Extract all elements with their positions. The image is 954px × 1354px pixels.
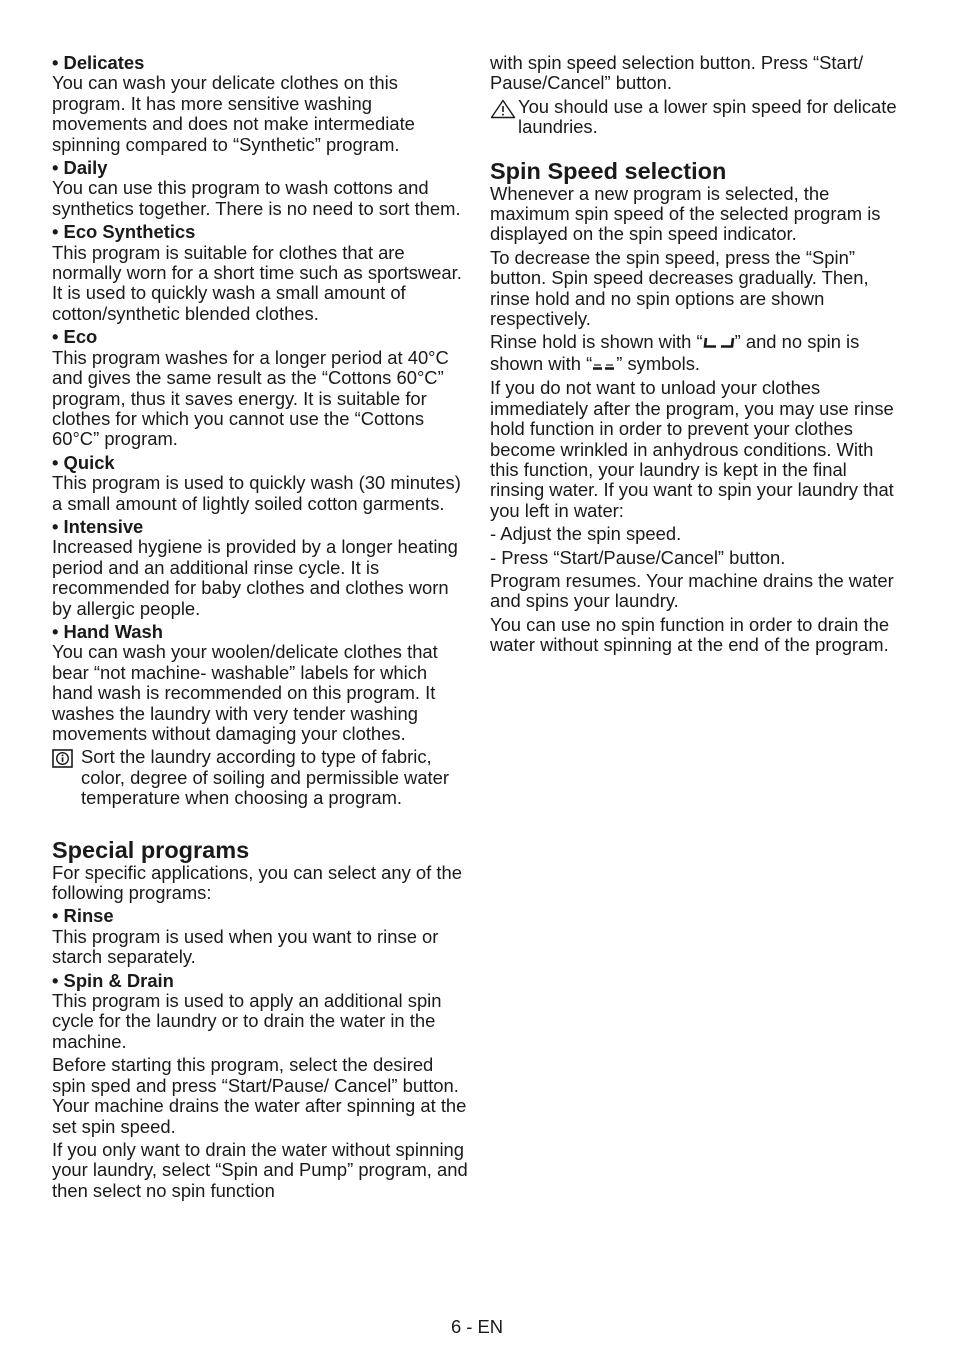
special-intro: For specific applications, you can select any of the following programs: — [52, 861, 462, 904]
daily-text: You can use this program to wash cottons and synthetics together. There is no need to sort them. — [52, 177, 461, 219]
warning-note-text: You should use a lower spin speed for delicate laundries. — [518, 95, 897, 138]
spin-drain-paragraph-1: This program is used to apply an additional spin cycle for the laundry or to drain the water in the machine. — [52, 990, 442, 1052]
eco-title: • Eco — [52, 326, 98, 348]
spin-paragraph-3-part-c: ” symbols. — [616, 352, 701, 374]
hand-wash-title: • Hand Wash — [52, 620, 163, 642]
spin-paragraph-1: Whenever a new program is selected, the maximum spin speed of the selected program is displayed on the spin speed indicator. — [490, 182, 881, 245]
warning-icon — [490, 97, 518, 124]
spin-speed-heading: Spin Speed selection — [490, 157, 727, 184]
spin-paragraph-3-part-b: ” and no spin is shown with “ — [490, 331, 860, 374]
left-column — [52, 53, 468, 1201]
warning-note — [490, 97, 906, 138]
intensive-title: • Intensive — [52, 515, 144, 537]
rinse-title: • Rinse — [52, 905, 114, 927]
spin-step-1: - Adjust the spin speed. — [490, 523, 682, 545]
spin-step-2: - Press “Start/Pause/Cancel” button. — [490, 546, 786, 568]
delicates-title: • Delicates — [52, 52, 145, 73]
info-note — [52, 747, 468, 808]
hand-wash-text: You can wash your woolen/delicate clothes that bear “not machine- washable” labels for which hand wash is recommended on this program. It washes the laundry with very tender washing movements without damaging your clothes. — [52, 641, 438, 744]
spin-paragraph-3 — [490, 332, 906, 375]
eco-synthetics-text: This program is suitable for clothes that are normally worn for a short time such as sportswear. It is used to quickly wash a small amount of cotton/synthetic blended clothes. — [52, 241, 462, 324]
spin-paragraph-4: If you do not want to unload your clothes immediately after the program, you may use rinse hold function in order to prevent your clothes become wrinkled in anhydrous conditions. With this function, your laundry is kept in the final rinsing water. If you want to spin your laundry that you left in water: — [490, 377, 894, 521]
right-column — [490, 53, 906, 656]
eco-text: This program washes for a longer period at 40°C and gives the same result as the “Cottons 60°C” program, thus it saves energy. It is suitable for clothes for which you cannot use the “Cottons 60°C” program. — [52, 346, 449, 450]
spin-paragraph-5: Program resumes. Your machine drains the water and spins your laundry. — [490, 569, 894, 612]
spin-drain-title: • Spin & Drain — [52, 969, 174, 991]
info-note-text: Sort the laundry according to type of fabric, color, degree of soiling and permissible water temperature when choosing a program. — [81, 746, 450, 809]
continued-text: with spin speed selection button. Press “Start/ Pause/Cancel” button. — [490, 52, 864, 94]
page-number: 6 - EN — [450, 1316, 504, 1337]
eco-synthetics-title: • Eco Synthetics — [52, 221, 196, 243]
info-icon — [52, 747, 81, 773]
spin-drain-paragraph-3: If you only want to drain the water without spinning your laundry, select “Spin and Pump” program, and then select no spin function — [52, 1138, 468, 1201]
delicates-text: You can wash your delicate clothes on this program. It has more sensitive washing movements and does not make intermediate spinning compared to “Synthetic” program. — [52, 72, 415, 155]
rinse-text: This program is used when you want to rinse or starch separately. — [52, 925, 439, 968]
spin-drain-paragraph-2: Before starting this program, select the desired spin sped and press “Start/Pause/ Cancel” button. Your machine drains the water after spinning at the set spin speed. — [52, 1054, 467, 1137]
daily-title: • Daily — [52, 157, 108, 179]
quick-title: • Quick — [52, 451, 115, 473]
quick-text: This program is used to quickly wash (30 minutes) a small amount of lightly soiled cotton garments. — [52, 472, 461, 514]
no-spin-symbol-icon — [592, 355, 616, 375]
spin-paragraph-2: To decrease the spin speed, press the “Spin” button. Spin speed decreases gradually. Then, rinse hold and no spin options are shown respectively. — [490, 246, 869, 330]
intensive-text: Increased hygiene is provided by a longer heating period and an additional rinse cycle. It is recommended for baby clothes and clothes worn by allergic people. — [52, 536, 458, 619]
spin-paragraph-3-part-a: Rinse hold is shown with “ — [490, 331, 703, 353]
special-programs-heading: Special programs — [52, 836, 250, 863]
spin-paragraph-6: You can use no spin function in order to drain the water without spinning at the end of the program. — [490, 613, 890, 656]
rinse-hold-symbol-icon — [703, 333, 735, 353]
